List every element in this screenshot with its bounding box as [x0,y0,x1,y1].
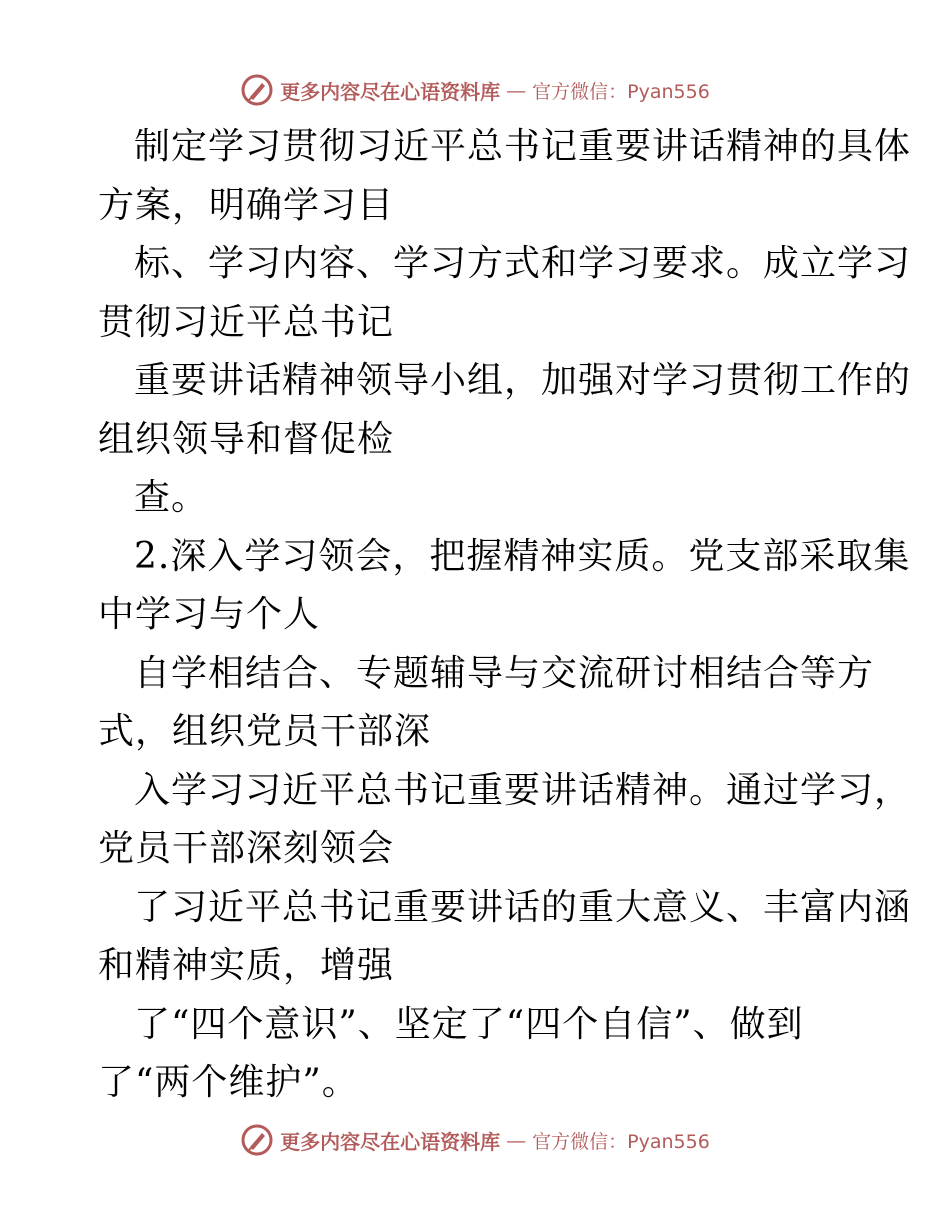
footer-banner [0,1120,950,1160]
text-line: 中学习与个人 [98,594,321,635]
text-line: 查。 [134,477,209,518]
text-line: 标、学习内容、学习方式和学习要求。成立学习 [134,243,912,284]
banner-contact: 官方微信：Pyan556 [532,1130,710,1153]
text-line: 自学相结合、专题辅导与交流研讨相结合等方 [134,652,875,694]
text-line: 贯彻习近平总书记 [98,301,395,343]
banner-title: 更多内容尽在心语资料库 [280,1129,501,1154]
banner-separator: — [506,1128,527,1152]
text-line: 和精神实质，增强 [98,945,395,986]
banner-separator: — [506,78,527,102]
pen-seal-icon [240,73,274,107]
text-line: 了“两个维护”。 [98,1062,359,1103]
banner-contact: 官方微信：Pyan556 [532,80,710,103]
text-line: 式，组织党员干部深 [98,711,432,752]
banner-title: 更多内容尽在心语资料库 [280,79,501,104]
header-banner [0,70,950,110]
text-line: 组织领导和督促检 [98,418,395,460]
text-line: 制定学习贯彻习近平总书记重要讲话精神的具体 [134,126,912,167]
text-line: 了习近平总书记重要讲话的重大意义、丰富内涵 [134,886,912,928]
text-line: 方案，明确学习目 [98,184,395,226]
text-line: 入学习习近平总书记重要讲话精神。通过学习， [134,769,912,811]
pen-seal-icon [240,1123,274,1157]
text-line: 重要讲话精神领导小组，加强对学习贯彻工作的 [134,360,912,401]
text-line: 党员干部深刻领会 [98,828,395,869]
document-body [98,118,912,1113]
text-line: 2.深入学习领会，把握精神实质。党支部采取集 [134,535,911,577]
text-line: 了“四个意识”、坚定了“四个自信”、做到 [134,1003,804,1045]
